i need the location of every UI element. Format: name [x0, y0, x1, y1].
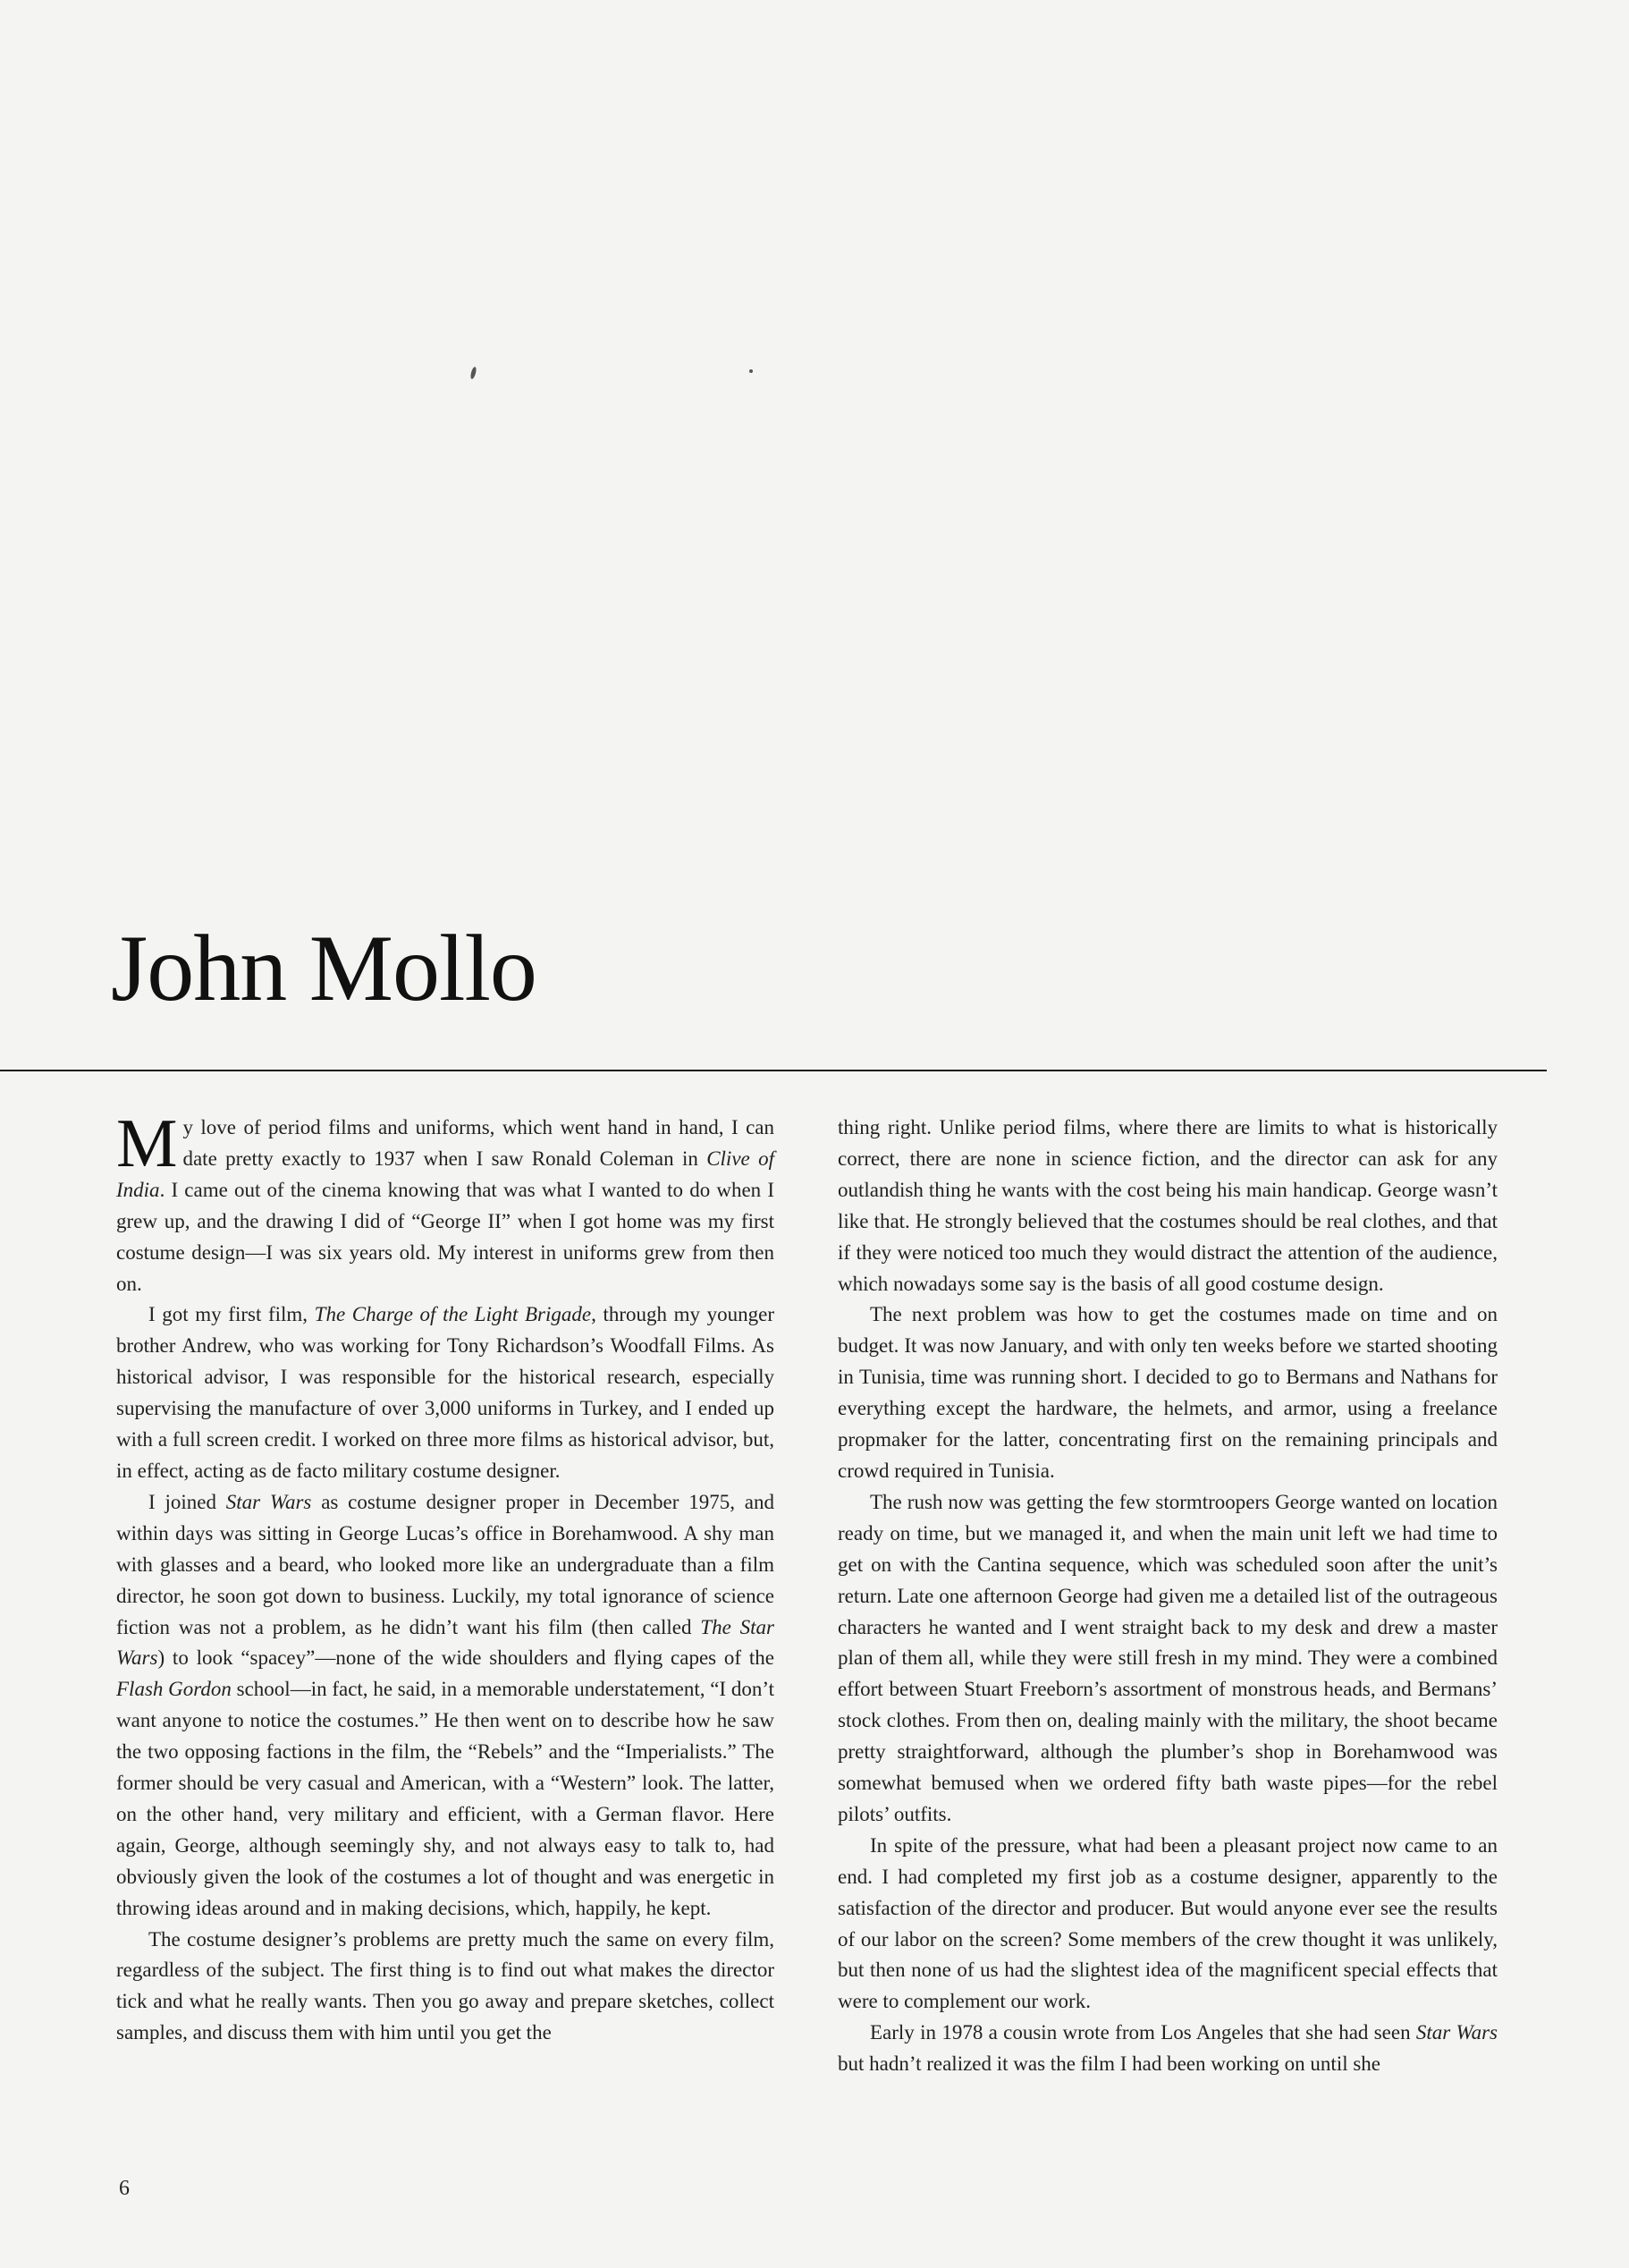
scan-speck: [469, 367, 477, 380]
drop-cap: M: [116, 1104, 178, 1181]
right-text-column: [838, 1113, 1498, 2080]
page-number: 6: [119, 2177, 130, 2200]
film-title: Flash Gordon: [116, 1678, 232, 1701]
paragraph: The costume designer’s problems are pretty much the same on every film, regardless of the subject. The first thing is to find out what makes the director tick and what he really wants. Then you go away and prepare sketches, collect samples, and discuss them with him until you get the: [116, 1927, 774, 2044]
paragraph: I got my first film, The Charge of the Light Brigade, through my younger brother Andrew, who was working for Tony Richardson’s Woodfall Films. As historical advisor, I was responsible for the historical research, especially supervising the manufacture of over 3,000 uniforms in Turkey, and I ended up with a full screen credit. I worked on three more films as historical advisor, but, in effect, acting as de facto military costume designer.: [116, 1303, 774, 1482]
title-divider: [0, 1070, 1547, 1071]
paragraph: The next problem was how to get the costumes made on time and on budget. It was now January, and with only ten weeks before we started shooting in Tunisia, time was running short. I decided to go to Bermans and Nathans for everything except the hardware, the helmets, and armor, using a freelance propmaker for the latter, concentrating first on the remaining principals and crowd required in Tunisia.: [838, 1303, 1498, 1482]
film-title: The Charge of the Light Brigade: [314, 1303, 592, 1326]
left-text-column: [116, 1104, 774, 2049]
paragraph: I joined Star Wars as costume designer proper in December 1975, and within days was sitting in George Lucas’s office in Borehamwood. A shy man with glasses and a beard, who looked more like an undergraduate than a film director, he soon got down to business. Luckily, my total ignorance of science fiction was not a problem, as he didn’t want his film (then called The Star Wars) to look “spacey”—none of the wide shoulders and flying capes of the Flash Gordon school—in fact, he said, in a memorable understatement, “I don’t want anyone to notice the costumes.” He then went on to describe how he saw the two opposing factions in the film, the “Rebels” and the “Imperialists.” The former should be very casual and American, with a “Western” look. The latter, on the other hand, very military and efficient, with a German flavor. Here again, George, although seemingly shy, and not always easy to talk to, had obviously given the look of the costumes a lot of thought and was energetic in throwing ideas around and in making decisions, which, happily, he kept.: [116, 1490, 774, 1919]
paragraph: In spite of the pressure, what had been a pleasant project now came to an end. I had completed my first job as a costume designer, apparently to the satisfaction of the director and producer. But would anyone ever see the results of our labor on the screen? Some members of the crew thought it was unlikely, but then none of us had the slightest idea of the magnificent special effects that were to complement our work.: [838, 1833, 1498, 2013]
film-title: Clive of India: [116, 1147, 774, 1201]
film-title: Star Wars: [1415, 2021, 1498, 2044]
film-title: The Star Wars: [116, 1615, 774, 1670]
paragraph: thing right. Unlike period films, where there are limits to what is historically correct, there are none in science fiction, and the director can ask for any outlandish thing he wants with the cost being his main handicap. George wasn’t like that. He strongly believed that the costumes should be real clothes, and that if they were noticed too much they would distract the attention of the audience, which nowadays some say is the basis of all good costume design.: [838, 1116, 1498, 1295]
paragraph: The rush now was getting the few stormtroopers George wanted on location ready on time, but we managed it, and when the main unit left we had time to get on with the Cantina sequence, which was scheduled soon after the unit’s return. Late one afternoon George had given me a detailed list of the outrageous characters he wanted and I went straight back to my desk and drew a master plan of them all, while they were still fresh in my mind. They were a combined effort between Stuart Freeborn’s assortment of monstrous heads, and Bermans’ stock clothes. From then on, dealing mainly with the military, the shoot became pretty straightforward, although the plumber’s shop in Borehamwood was somewhat bemused when we ordered fifty bath waste pipes—for the rebel pilots’ outfits.: [838, 1490, 1498, 1825]
paragraph: Early in 1978 a cousin wrote from Los Angeles that she had seen Star Wars but hadn’t realized it was the film I had been working on until she: [838, 2021, 1498, 2076]
page-title: John Mollo: [111, 916, 536, 1020]
paragraph: My love of period films and uniforms, which went hand in hand, I can date pretty exactly to 1937 when I saw Ronald Coleman in Clive of India. I came out of the cinema knowing that was what I wanted to do when I grew up, and the drawing I did of “George II” when I got home was my first costume design—I was six years old. My interest in uniforms grew from then on.: [116, 1104, 774, 1295]
film-title: Star Wars: [225, 1490, 312, 1513]
scan-speck: [749, 369, 753, 373]
